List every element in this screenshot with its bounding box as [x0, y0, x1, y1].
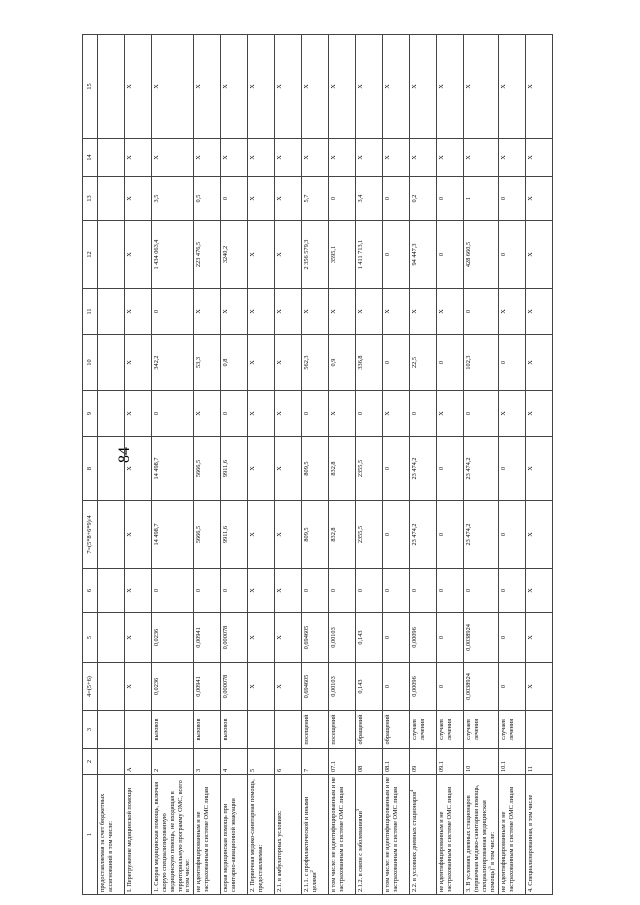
header-cell: 7=(5*8+6*9)/4: [83, 501, 98, 569]
value-cell-c6: 0: [329, 569, 356, 613]
value-cell-c13: 5,7: [302, 177, 329, 221]
value-cell-c14: Х: [356, 139, 383, 177]
value-cell-c8: Х: [248, 437, 275, 501]
header-cell: 8: [83, 437, 98, 501]
value-cell-c5: 0: [437, 613, 464, 663]
value-cell-c15: Х: [437, 35, 464, 139]
value-cell-c15: Х: [383, 35, 410, 139]
value-cell-c6: Х: [248, 569, 275, 613]
unit-cell: вызовов: [221, 711, 248, 749]
value-cell-c8: 0: [498, 437, 525, 501]
row-label-cell: [383, 775, 410, 895]
value-cell-c10: 0: [498, 335, 525, 391]
value-cell-c4: Х: [125, 663, 152, 711]
value-cell-c13: 3,5: [152, 177, 194, 221]
row-label-cell: [329, 775, 356, 895]
value-cell-c4: 0: [383, 663, 410, 711]
value-cell-c9: 0: [302, 391, 329, 437]
row-label: 2.1.1. с профилактической и иными целями: [303, 796, 319, 892]
value-cell-c14: Х: [152, 139, 194, 177]
table-row: [410, 35, 437, 895]
value-cell-c11: Х: [194, 289, 221, 335]
value-cell-c9: Х: [498, 391, 525, 437]
value-cell-c14: [98, 139, 125, 177]
value-cell-c9: 0: [356, 391, 383, 437]
value-cell-c12: Х: [275, 221, 302, 289]
value-cell-c14: Х: [437, 139, 464, 177]
row-label-cell: [302, 775, 329, 895]
table-row: [302, 35, 329, 895]
value-cell-c13: 0: [498, 177, 525, 221]
row-code-cell: 6: [275, 749, 302, 775]
value-cell-c11: Х: [498, 289, 525, 335]
row-code-cell: 3: [194, 749, 221, 775]
table-row: [329, 35, 356, 895]
row-label-cell: [248, 775, 275, 895]
value-cell-c9: Х: [329, 391, 356, 437]
table-body: [83, 35, 553, 895]
value-cell-c12: 3595,1: [329, 221, 356, 289]
value-cell-c13: 0: [437, 177, 464, 221]
value-cell-c8: 14 498,7: [152, 437, 194, 501]
value-cell-c8: 9911,6: [221, 437, 248, 501]
value-cell-c12: 0: [437, 221, 464, 289]
value-cell-c13: 3,4: [356, 177, 383, 221]
unit-cell: вызовов: [152, 711, 194, 749]
row-label: 2.1. в амбулаторных условиях:: [276, 810, 284, 892]
value-cell-c8: Х: [525, 437, 552, 501]
row-code-cell: 07.1: [329, 749, 356, 775]
value-cell-c12: 1 434 063,4: [152, 221, 194, 289]
value-cell-c9: Х: [437, 391, 464, 437]
unit-cell: случаев лечения: [410, 711, 437, 749]
unit-cell: [275, 711, 302, 749]
value-cell-c10: 0: [437, 335, 464, 391]
value-cell-c5: 0,143: [356, 613, 383, 663]
header-cell: 5: [83, 613, 98, 663]
row-label: в том числе: не идентифицированным и не застрахованным в системе ОМС лицам: [384, 777, 400, 892]
table-row: [464, 35, 498, 895]
row-code-cell: 2: [152, 749, 194, 775]
value-cell-c14: Х: [329, 139, 356, 177]
value-cell-c10: 0,8: [221, 335, 248, 391]
value-cell-c9: [98, 391, 125, 437]
value-cell-c5: Х: [125, 613, 152, 663]
value-cell-c8: Х: [125, 437, 152, 501]
value-cell-c5: Х: [525, 613, 552, 663]
row-code-cell: 7: [302, 749, 329, 775]
value-cell-c13: 0: [221, 177, 248, 221]
value-cell-c4: 0,00941: [194, 663, 221, 711]
value-cell-c10: 0,9: [329, 335, 356, 391]
value-cell-c6: 0: [356, 569, 383, 613]
value-cell-c13: 0,2: [410, 177, 437, 221]
row-label-cell: [221, 775, 248, 895]
value-cell-c9: Х: [383, 391, 410, 437]
row-code-cell: 5: [248, 749, 275, 775]
value-cell-c13: Х: [525, 177, 552, 221]
value-cell-c15: Х: [464, 35, 498, 139]
unit-cell: [248, 711, 275, 749]
row-code-cell: 10: [464, 749, 498, 775]
value-cell-c4: 0,000078: [221, 663, 248, 711]
value-cell-c15: Х: [275, 35, 302, 139]
row-label: скорая медицинская помощь при санитарно-авиационной эвакуации: [222, 798, 238, 892]
table-row: [356, 35, 383, 895]
row-label: 2.1.2. в связи с заболеваниями: [357, 811, 365, 892]
table-row: [194, 35, 221, 895]
row-label-cell: [194, 775, 221, 895]
value-cell-c7: 832,8: [329, 501, 356, 569]
value-cell-c6: 0: [464, 569, 498, 613]
value-cell-c7: Х: [275, 501, 302, 569]
row-label: 3. В условиях дневных стационаров (первичная медико-санитарная помощь, специализированная медицинская помощь): [465, 784, 496, 892]
value-cell-c4: 0,143: [356, 663, 383, 711]
value-cell-c6: 0: [152, 569, 194, 613]
table-row: [437, 35, 464, 895]
value-cell-c10: 53,3: [194, 335, 221, 391]
value-cell-c11: Х: [302, 289, 329, 335]
unit-cell: посещений: [302, 711, 329, 749]
value-cell-c7: 0: [498, 501, 525, 569]
value-cell-c13: Х: [248, 177, 275, 221]
table-row: [525, 35, 552, 895]
unit-cell: [98, 711, 125, 749]
header-cell: 14: [83, 139, 98, 177]
value-cell-c6: Х: [525, 569, 552, 613]
row-label-cell: [498, 775, 525, 895]
value-cell-c10: Х: [275, 335, 302, 391]
value-cell-c14: Х: [498, 139, 525, 177]
value-cell-c6: 0: [437, 569, 464, 613]
value-cell-c8: [98, 437, 125, 501]
value-cell-c10: Х: [248, 335, 275, 391]
value-cell-c11: Х: [437, 289, 464, 335]
value-cell-c8: Х: [275, 437, 302, 501]
value-cell-c10: Х: [125, 335, 152, 391]
header-cell: 2: [83, 749, 98, 775]
value-cell-c4: Х: [248, 663, 275, 711]
value-cell-c15: Х: [410, 35, 437, 139]
value-cell-c4: 0,0236: [152, 663, 194, 711]
value-cell-c9: 0: [464, 391, 498, 437]
row-label: предоставляемая за счет бюджетных ассигнований в том числе:: [99, 793, 114, 892]
value-cell-c6: 0: [194, 569, 221, 613]
value-cell-c15: Х: [302, 35, 329, 139]
value-cell-c5: 0,00103: [329, 613, 356, 663]
value-cell-c6: 0: [302, 569, 329, 613]
value-cell-c13: Х: [275, 177, 302, 221]
unit-cell: вызовов: [194, 711, 221, 749]
value-cell-c4: 0: [498, 663, 525, 711]
value-cell-c14: Х: [194, 139, 221, 177]
value-cell-c15: Х: [498, 35, 525, 139]
table-row: [152, 35, 194, 895]
row-label: не идентифицированным и не застрахованным в системе ОМС лицам: [499, 786, 515, 892]
header-cell: 10: [83, 335, 98, 391]
value-cell-c12: Х: [125, 221, 152, 289]
footnote-marker: 4: [409, 789, 415, 792]
value-cell-c7: 14 498,7: [152, 501, 194, 569]
value-cell-c8: 809,5: [302, 437, 329, 501]
value-cell-c4: Х: [275, 663, 302, 711]
rotated-table-container: [82, 35, 597, 895]
value-cell-c10: 22,5: [410, 335, 437, 391]
value-cell-c7: 2355,5: [356, 501, 383, 569]
value-cell-c14: Х: [248, 139, 275, 177]
value-cell-c8: 2355,5: [356, 437, 383, 501]
value-cell-c5: 0,00941: [194, 613, 221, 663]
header-cell: 13: [83, 177, 98, 221]
value-cell-c15: [98, 35, 125, 139]
unit-cell: обращений: [383, 711, 410, 749]
unit-cell: обращений: [356, 711, 383, 749]
header-cell: 12: [83, 221, 98, 289]
row-label-cell: [437, 775, 464, 895]
value-cell-c14: Х: [302, 139, 329, 177]
value-cell-c13: 0,5: [194, 177, 221, 221]
table-row: [125, 35, 152, 895]
value-cell-c8: 23 474,2: [464, 437, 498, 501]
value-cell-c6: 0: [410, 569, 437, 613]
value-cell-c13: Х: [125, 177, 152, 221]
value-cell-c12: 3240,2: [221, 221, 248, 289]
row-label-suffix: в том числе:: [488, 831, 496, 867]
row-label: 2.2. в условиях дневных стационаров: [411, 791, 419, 892]
value-cell-c8: 0: [383, 437, 410, 501]
value-cell-c15: Х: [152, 35, 194, 139]
value-cell-c11: Х: [383, 289, 410, 335]
footnote-marker: 5: [486, 866, 492, 869]
row-code-cell: 4: [221, 749, 248, 775]
row-label: 4. Специализированная, в том числе: [526, 794, 534, 892]
unit-cell: случаев лечения: [498, 711, 525, 749]
table-row: [383, 35, 410, 895]
value-cell-c10: 562,3: [302, 335, 329, 391]
value-cell-c5: 0,00096: [410, 613, 437, 663]
row-label: в том числе: не идентифицированным и не застрахованным в системе ОМС лицам: [330, 777, 346, 892]
value-cell-c4: 0,0038924: [464, 663, 498, 711]
footnote-marker: 2: [309, 870, 315, 873]
value-cell-c13: 1: [464, 177, 498, 221]
value-cell-c10: 0: [383, 335, 410, 391]
value-cell-c9: Х: [248, 391, 275, 437]
value-cell-c5: Х: [275, 613, 302, 663]
header-cell: 15: [83, 35, 98, 139]
value-cell-c7: Х: [125, 501, 152, 569]
value-cell-c7: [98, 501, 125, 569]
value-cell-c7: 23 474,2: [464, 501, 498, 569]
value-cell-c12: 223 476,5: [194, 221, 221, 289]
value-cell-c8: 5666,5: [194, 437, 221, 501]
row-code-cell: 09: [410, 749, 437, 775]
value-cell-c5: 0: [383, 613, 410, 663]
value-cell-c10: 342,2: [152, 335, 194, 391]
value-cell-c9: Х: [525, 391, 552, 437]
value-cell-c11: Х: [329, 289, 356, 335]
row-code-cell: 08.1: [383, 749, 410, 775]
table-row: [275, 35, 302, 895]
row-code-cell: 08: [356, 749, 383, 775]
value-cell-c12: Х: [248, 221, 275, 289]
value-cell-c14: Х: [221, 139, 248, 177]
value-cell-c12: [98, 221, 125, 289]
row-label: 2. Первичная медико-санитарная помощь, предоставляемая:: [249, 779, 265, 892]
value-cell-c9: 0: [410, 391, 437, 437]
value-cell-c5: 0: [498, 613, 525, 663]
value-cell-c7: 23 474,2: [410, 501, 437, 569]
value-cell-c14: Х: [125, 139, 152, 177]
value-cell-c12: 1 411 713,1: [356, 221, 383, 289]
header-cell: 4=(5+6): [83, 663, 98, 711]
value-cell-c15: Х: [194, 35, 221, 139]
value-cell-c15: Х: [329, 35, 356, 139]
value-cell-c14: Х: [383, 139, 410, 177]
row-code-cell: 11: [525, 749, 552, 775]
value-cell-c14: Х: [275, 139, 302, 177]
value-cell-c11: Х: [356, 289, 383, 335]
value-cell-c11: Х: [248, 289, 275, 335]
value-cell-c14: Х: [525, 139, 552, 177]
value-cell-c9: Х: [125, 391, 152, 437]
value-cell-c13: 0: [383, 177, 410, 221]
row-label: не идентифицированным и не застрахованным в системе ОМС лицам: [195, 786, 211, 892]
table-row: [98, 35, 125, 895]
value-cell-c5: 0,0236: [152, 613, 194, 663]
value-cell-c6: 0: [498, 569, 525, 613]
value-cell-c5: Х: [248, 613, 275, 663]
value-cell-c5: 0,000078: [221, 613, 248, 663]
value-cell-c5: 0,694605: [302, 613, 329, 663]
value-cell-c7: Х: [248, 501, 275, 569]
value-cell-c5: [98, 613, 125, 663]
row-label-cell: [464, 775, 498, 895]
value-cell-c11: Х: [221, 289, 248, 335]
value-cell-c6: 0: [383, 569, 410, 613]
value-cell-c12: 0: [383, 221, 410, 289]
value-cell-c6: [98, 569, 125, 613]
value-cell-c7: 0: [437, 501, 464, 569]
value-cell-c13: [98, 177, 125, 221]
value-cell-c6: Х: [275, 569, 302, 613]
row-label-cell: [275, 775, 302, 895]
value-cell-c12: 428 660,5: [464, 221, 498, 289]
value-cell-c4: 0: [437, 663, 464, 711]
value-cell-c9: 0: [221, 391, 248, 437]
value-cell-c7: 0: [383, 501, 410, 569]
unit-cell: посещений: [329, 711, 356, 749]
value-cell-c11: 0: [152, 289, 194, 335]
value-cell-c7: 9911,6: [221, 501, 248, 569]
row-label-cell: [410, 775, 437, 895]
header-cell: 6: [83, 569, 98, 613]
row-label: не идентифицированным и не застрахованным в системе ОМС лицам: [438, 786, 454, 892]
header-cell: 1: [83, 775, 98, 895]
value-cell-c11: Х: [275, 289, 302, 335]
header-cell: 9: [83, 391, 98, 437]
value-cell-c12: 94 447,3: [410, 221, 437, 289]
value-cell-c10: Х: [525, 335, 552, 391]
value-cell-c14: Х: [410, 139, 437, 177]
value-cell-c7: 809,5: [302, 501, 329, 569]
row-label-cell: [152, 775, 194, 895]
row-code-cell: А: [125, 749, 152, 775]
value-cell-c6: 0: [221, 569, 248, 613]
value-cell-c7: Х: [525, 501, 552, 569]
value-cell-c8: 23 474,2: [410, 437, 437, 501]
unit-cell: случаев лечения: [437, 711, 464, 749]
footnote-marker: 3: [355, 808, 361, 812]
table-row: [248, 35, 275, 895]
value-cell-c5: 0,0038924: [464, 613, 498, 663]
value-cell-c4: 0,00096: [410, 663, 437, 711]
row-code-cell: 09.1: [437, 749, 464, 775]
value-cell-c11: [98, 289, 125, 335]
value-cell-c15: Х: [525, 35, 552, 139]
row-label-cell: [356, 775, 383, 895]
value-cell-c8: 832,8: [329, 437, 356, 501]
value-cell-c12: 2 356 579,3: [302, 221, 329, 289]
value-cell-c4: Х: [525, 663, 552, 711]
page-number: 84: [116, 447, 133, 463]
row-label: I. Перегружение медицинской помощи: [126, 787, 133, 892]
table-row: [498, 35, 525, 895]
unit-cell: [525, 711, 552, 749]
row-label: 1. Скорая медицинская помощь, включая скорую специализированную медицинскую помощь, не входящая в территориальную программу ОМС, всего в том числе:: [153, 780, 192, 892]
value-cell-c11: Х: [525, 289, 552, 335]
value-cell-c10: 336,8: [356, 335, 383, 391]
value-cell-c10: 102,3: [464, 335, 498, 391]
row-label-cell: [98, 775, 125, 895]
value-cell-c7: 5666,5: [194, 501, 221, 569]
unit-cell: случаев лечения: [464, 711, 498, 749]
value-cell-c12: 0: [498, 221, 525, 289]
value-cell-c4: [98, 663, 125, 711]
value-cell-c12: Х: [525, 221, 552, 289]
row-label-cell: [525, 775, 552, 895]
value-cell-c15: Х: [248, 35, 275, 139]
value-cell-c4: 0,00103: [329, 663, 356, 711]
value-cell-c10: [98, 335, 125, 391]
table-row: [221, 35, 248, 895]
data-table: [82, 34, 553, 895]
value-cell-c9: 0: [152, 391, 194, 437]
row-code-cell: [98, 749, 125, 775]
header-row: [83, 35, 98, 895]
header-cell: 3: [83, 711, 98, 749]
value-cell-c9: Х: [194, 391, 221, 437]
unit-cell: [125, 711, 152, 749]
value-cell-c4: 0,694605: [302, 663, 329, 711]
row-label-cell: [125, 775, 152, 895]
value-cell-c11: Х: [410, 289, 437, 335]
header-cell: 11: [83, 289, 98, 335]
value-cell-c14: Х: [464, 139, 498, 177]
value-cell-c6: Х: [125, 569, 152, 613]
value-cell-c15: Х: [125, 35, 152, 139]
value-cell-c9: Х: [275, 391, 302, 437]
row-code-cell: 10.1: [498, 749, 525, 775]
value-cell-c15: Х: [356, 35, 383, 139]
value-cell-c8: 0: [437, 437, 464, 501]
value-cell-c11: 0: [464, 289, 498, 335]
value-cell-c13: 0: [329, 177, 356, 221]
value-cell-c15: Х: [221, 35, 248, 139]
value-cell-c11: Х: [125, 289, 152, 335]
